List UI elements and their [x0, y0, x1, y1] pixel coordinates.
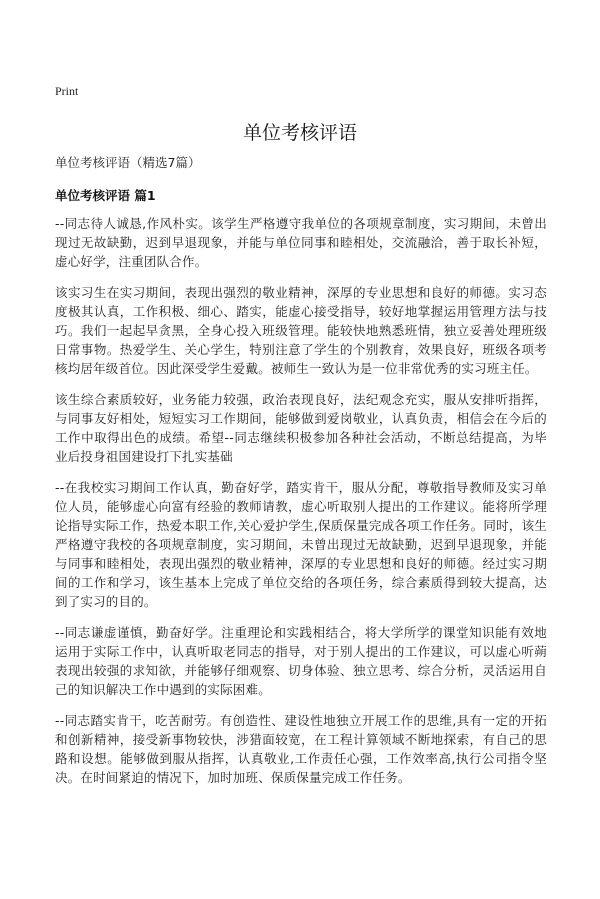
document-title: 单位考核评语 [242, 122, 357, 144]
section-heading: 单位考核评语 篇1 [55, 188, 156, 203]
print-link[interactable]: Print [55, 84, 79, 98]
document-subtitle: 单位考核评语（精选7篇） [55, 155, 201, 170]
article-body [55, 214, 547, 799]
paragraph-4: --在我校实习期间工作认真，勤奋好学，踏实肯干，服从分配，尊敬指导教师及实习单位人员，能够虚心向富有经验的教师请教，虚心听取别人提出的工作建议。能将所学理论指导实际工作，热爱本职工作,关心爱护学生,保质保量完成各项工作任务。同时，该生严格遵守我校的各项规章制度，实习期间，未曾出现过无故缺勤，迟到早退现象，并能与同事和睦相处，表现出强烈的敬业精神，深厚的专业思想和良好的师德。经过实习期间的工作和学习，该生基本上完成了单位交给的各项任务，综合素质得到较大提高，达到了实习的目的。 [55, 480, 547, 609]
paragraph-3: 该生综合素质较好，业务能力较强，政治表现良好，法纪观念充实，服从安排听指挥，与同事友好相处，短短实习工作期间，能够做到爱岗敬业，认真负责，相信会在今后的工作中取得出色的成绩。希望--同志继续积极参加各种社会活动，不断总结提高，为毕业后投身祖国建设打下扎实基础 [55, 392, 547, 464]
paragraph-6: --同志踏实肯干，吃苦耐劳。有创造性、建设性地独立开展工作的思维,具有一定的开拓和创新精神，接受新事物较快，涉猎面较宽，在工程计算领域不断地探索，有自己的思路和设想。能够做到服从指挥，认真敬业,工作责任心强，工作效率高,执行公司指令坚决。在时间紧迫的情况下，加时加班、保质保量完成工作任务。 [55, 713, 547, 785]
paragraph-1: --同志待人诚恳,作风朴实。该学生严格遵守我单位的各项规章制度，实习期间，未曾出现过无故缺勤，迟到早退现象，并能与单位同事和睦相处，交流融洽，善于取长补短，虚心好学，注重团队合作。 [55, 216, 547, 269]
paragraph-2: 该实习生在实习期间，表现出强烈的敬业精神，深厚的专业思想和良好的师德。实习态度极其认真，工作积极、细心、踏实，能虚心接受指导，较好地掌握运用管理方法与技巧。我们一起起早贪黑，全身心投入班级管理。能较快地熟悉班情，独立妥善处理班级日常事物。热爱学生、关心学生，特别注意了学生的个别教育，效果良好，班级各项考核均居年级首位。因此深受学生爱戴。被师生一致认为是一位非常优秀的实习班主任。 [55, 285, 547, 376]
paragraph-5: --同志谦虚谨慎，勤奋好学。注重理论和实践相结合，将大学所学的课堂知识能有效地运用于实际工作中，认真听取老同志的指导，对于别人提出的工作建议，可以虚心听蒴表现出较强的求知欲，并能够仔细观察、切身体验、独立思考、综合分析，灵活运用自己的知识解决工作中遇到的实际困难。 [55, 625, 547, 697]
